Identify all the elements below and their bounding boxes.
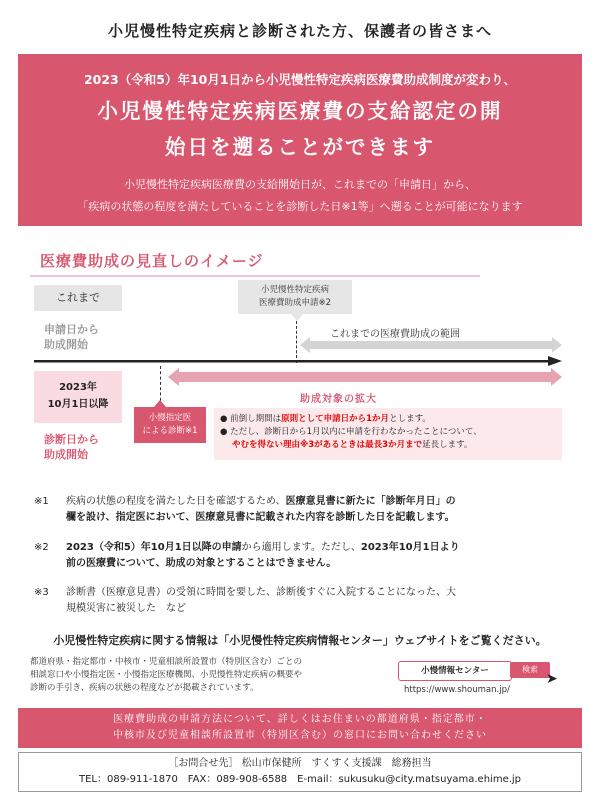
application-callout — [238, 280, 352, 314]
banner-line-5: 「疾病の状態の程度を満たしていることを診断した日※1等」へ遡ることが可能になります — [77, 200, 523, 213]
diagnosis-callout — [134, 407, 206, 443]
footnote-3-line-2: 規模災害に被災した など — [66, 603, 186, 614]
diagnosis-line-2: による診断※1 — [142, 426, 198, 436]
heading-underline — [30, 275, 480, 277]
main-banner — [18, 54, 582, 226]
footnote-2-line-2: 前の医療費について、助成の対象とすることはできません。 — [66, 558, 337, 569]
website-url[interactable]: https://www.shouman.jp/ — [404, 685, 510, 695]
cursor-icon: ➤ — [546, 671, 558, 687]
footnote-1-text — [66, 494, 456, 526]
search-button[interactable]: 検索 — [510, 662, 550, 678]
bullet2-highlight: やむを得ない理由※3があるときは最長3か月まで — [232, 440, 423, 450]
old-label-line-1: 申請日から — [44, 323, 99, 336]
footnote-2-text-c: 2023年10月1日より — [360, 542, 460, 553]
footnote-3-text — [66, 585, 456, 617]
rule-bullet-1 — [220, 413, 556, 426]
footnote-1-text-a: 疾病の状態の程度を満たした日を確認するため、 — [66, 496, 286, 507]
bullet2-text-b: 延長します。 — [422, 440, 473, 450]
info-line-1: 都道府県・指定都市・中核市・児童相談所設置市（特別区含む）ごとの — [30, 657, 303, 667]
rule-note-box — [214, 408, 562, 460]
bullet-mark: ● — [220, 414, 228, 424]
banner-headline-2: 始日を遡ることができます — [165, 135, 435, 159]
footnote-2-text — [66, 540, 460, 572]
old-range-arrow — [300, 337, 562, 353]
footnote-1-mark: ※1 — [34, 496, 49, 507]
banner-headline-1: 小児慢性特定疾病医療費の支給認定の開 — [97, 99, 503, 123]
footnote-1-text-b: 医療意見書に新たに「診断年月日」の — [285, 496, 456, 507]
new-system-label — [44, 432, 99, 462]
rule-bullet-2-cont — [220, 439, 556, 452]
new-label-line-2: 助成開始 — [44, 448, 88, 461]
expansion-arrow — [168, 368, 562, 386]
bullet2-text-a: ただし、診断日から1月以内に申請を行わなかったことについて、 — [230, 427, 482, 437]
expansion-label: 助成対象の拡大 — [300, 394, 377, 405]
info-line-2: 相談窓口や小慢指定医・小慢指定医療機関、小児慢性特定疾病の概要や — [30, 670, 303, 680]
old-range-label: これまでの医療費助成の範囲 — [330, 329, 460, 340]
bullet1-text-a: 前倒し期間は — [230, 414, 282, 424]
search-input[interactable]: 小慢情報センター — [398, 661, 512, 681]
footnote-2 — [34, 540, 574, 574]
inquiry-line-2: 中核市及び児童相談所設置市（特別区含む）の窓口にお問い合わせください — [113, 730, 487, 741]
footnote-1-line-2: 欄を設け、指定医において、医療意見書に記載された内容を診断した日を記載します。 — [66, 512, 455, 523]
new-box-line-2: 10月1日以降 — [47, 399, 109, 410]
footnote-3 — [34, 585, 574, 619]
banner-line-1: 2023（令和5）年10月1日から小児慢性特定疾病医療費助成制度が変わり、 — [83, 72, 517, 87]
bullet1-highlight: 原則として申請日から1か月 — [281, 414, 390, 424]
footnote-3-line-1: 診断書（医療意見書）の受領に時間を要した、診断後すぐに入院することになった、大 — [66, 587, 456, 598]
inquiry-banner — [18, 708, 582, 748]
image-section-heading: 医療費助成の見直しのイメージ — [40, 252, 264, 270]
page-title: 小児慢性特定疾病と診断された方、保護者の皆さまへ — [107, 22, 492, 40]
old-system-box: これまで — [34, 285, 122, 311]
footnote-2-mark: ※2 — [34, 542, 49, 553]
footnote-3-mark: ※3 — [34, 587, 49, 598]
footnote-2-text-b: から適用します。ただし、 — [241, 542, 361, 553]
diagnosis-line-1: 小慢指定医 — [148, 413, 192, 423]
bullet1-text-b: とします。 — [389, 414, 431, 424]
application-pointer — [291, 314, 303, 321]
bullet-mark: ● — [220, 427, 228, 437]
application-line-1: 小児慢性特定疾病 — [260, 285, 329, 295]
info-heading: 小児慢性特定疾病に関する情報は「小児慢性特定疾病情報センター」ウェブサイトをご覧ください。 — [53, 634, 547, 647]
info-description — [30, 656, 302, 695]
new-box-line-1: 2023年 — [59, 382, 97, 393]
new-system-box — [34, 371, 122, 423]
contact-line-1: ［お問合せ先］ 松山市保健所 すくすく支援課 総務担当 — [168, 758, 432, 769]
footnote-1 — [34, 494, 574, 528]
timeline-arrow — [34, 356, 562, 366]
banner-line-4: 小児慢性特定疾病医療費の支給開始日が、これまでの「申請日」から、 — [124, 178, 476, 191]
contact-box — [18, 752, 582, 792]
old-system-label — [44, 322, 99, 352]
inquiry-line-1: 医療費助成の申請方法について、詳しくはお住まいの都道府県・指定都市・ — [113, 714, 487, 725]
diagnosis-pointer — [154, 400, 166, 407]
rule-bullet-2 — [220, 426, 556, 439]
footnote-2-text-a: 2023（令和5）年10月1日以降の申請 — [66, 542, 242, 553]
new-label-line-1: 診断日から — [44, 433, 99, 446]
info-line-3: 診断の手引き、疾病の状態の程度などが掲載されています。 — [30, 683, 259, 693]
old-label-line-2: 助成開始 — [44, 338, 88, 351]
application-line-2: 医療費助成申請※2 — [258, 298, 332, 308]
contact-line-2: TEL：089-911-1870 FAX：089-908-6588 E-mail：sukusuku@city.matsuyama.ehime.jp — [78, 774, 522, 785]
